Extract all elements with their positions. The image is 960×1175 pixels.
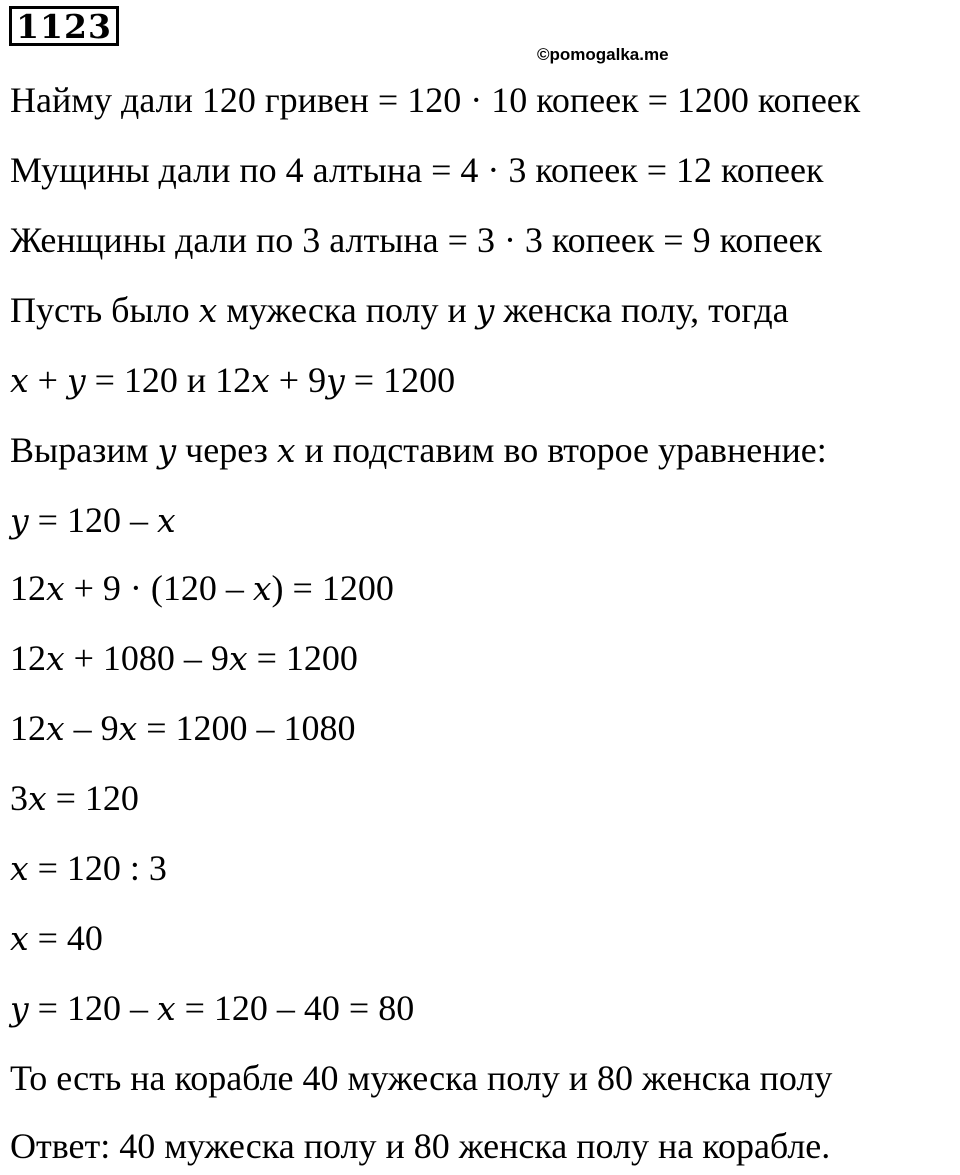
- text-segment: 3: [10, 778, 28, 818]
- text-segment: = 120 –: [28, 988, 157, 1028]
- line-substitution: [10, 566, 394, 611]
- variable-y: y: [10, 989, 29, 1028]
- variable-x: x: [228, 639, 248, 678]
- variable-y: y: [66, 361, 86, 400]
- variable-y: y: [326, 361, 345, 400]
- line-hire-payment: Найму дали 120 гривен = 120 · 10 копеек = 1200 копеек: [10, 80, 861, 120]
- text-segment: 12: [10, 568, 46, 608]
- line-women-payment: Женщины дали по 3 алтына = 3 · 3 копеек = 9 копеек: [10, 220, 822, 260]
- line-expanded: [10, 636, 358, 681]
- text-segment: = 40: [28, 918, 103, 958]
- line-conclusion: То есть на корабле 40 мужеска полу и 80 женска полу: [10, 1058, 833, 1098]
- variable-x: x: [118, 709, 138, 748]
- text-segment: Выразим: [10, 430, 158, 470]
- line-division: [10, 846, 167, 891]
- text-segment: Пусть было: [10, 290, 199, 330]
- variable-x: x: [46, 569, 65, 608]
- text-segment: = 1200: [344, 360, 456, 400]
- variable-x: x: [46, 709, 65, 748]
- text-segment: = 120 –: [28, 500, 157, 540]
- line-answer: Ответ: 40 мужеска полу и 80 женска полу на корабле.: [10, 1126, 831, 1166]
- variable-y: y: [10, 501, 29, 540]
- variable-x: x: [10, 361, 29, 400]
- text-segment: + 1080 – 9: [64, 638, 229, 678]
- text-segment: и подставим во второе уравнение:: [295, 430, 827, 470]
- text-segment: + 9 · (120 –: [64, 568, 253, 608]
- variable-x: x: [10, 919, 29, 958]
- text-segment: +: [28, 360, 67, 400]
- text-segment: через: [176, 430, 277, 470]
- variable-y: y: [475, 291, 495, 330]
- line-system-equations: [10, 358, 455, 403]
- line-x-result: [10, 916, 103, 961]
- line-simplified: [10, 776, 139, 821]
- variable-x: x: [252, 569, 272, 608]
- problem-number-box: 1123: [9, 6, 119, 46]
- text-segment: = 120 и 12: [85, 360, 252, 400]
- text-segment: = 1200 – 1080: [137, 708, 356, 748]
- line-y-result: [10, 986, 414, 1031]
- variable-x: x: [10, 849, 29, 888]
- text-segment: ) = 1200: [271, 568, 394, 608]
- variable-x: x: [156, 501, 176, 540]
- text-segment: 12: [10, 708, 46, 748]
- variable-x: x: [28, 779, 47, 818]
- line-let-variables: [10, 288, 789, 333]
- variable-y: y: [157, 431, 177, 470]
- text-segment: + 9: [269, 360, 327, 400]
- text-segment: – 9: [64, 708, 119, 748]
- text-segment: женска полу, тогда: [494, 290, 789, 330]
- line-men-payment: Мущины дали по 4 алтына = 4 · 3 копеек = 12 копеек: [10, 150, 824, 190]
- text-segment: = 1200: [247, 638, 358, 678]
- variable-x: x: [46, 639, 65, 678]
- line-y-expression: [10, 498, 176, 543]
- watermark: ©pomogalka.me: [537, 45, 669, 64]
- text-segment: = 120 – 40 = 80: [175, 988, 415, 1028]
- variable-x: x: [251, 361, 270, 400]
- variable-x: x: [156, 989, 176, 1028]
- text-segment: 12: [10, 638, 46, 678]
- text-segment: = 120 : 3: [28, 848, 167, 888]
- text-segment: = 120: [46, 778, 139, 818]
- text-segment: мужеска полу и: [217, 290, 476, 330]
- variable-x: x: [198, 291, 218, 330]
- line-grouped: [10, 706, 356, 751]
- variable-x: x: [276, 431, 296, 470]
- line-express-y: [10, 428, 827, 473]
